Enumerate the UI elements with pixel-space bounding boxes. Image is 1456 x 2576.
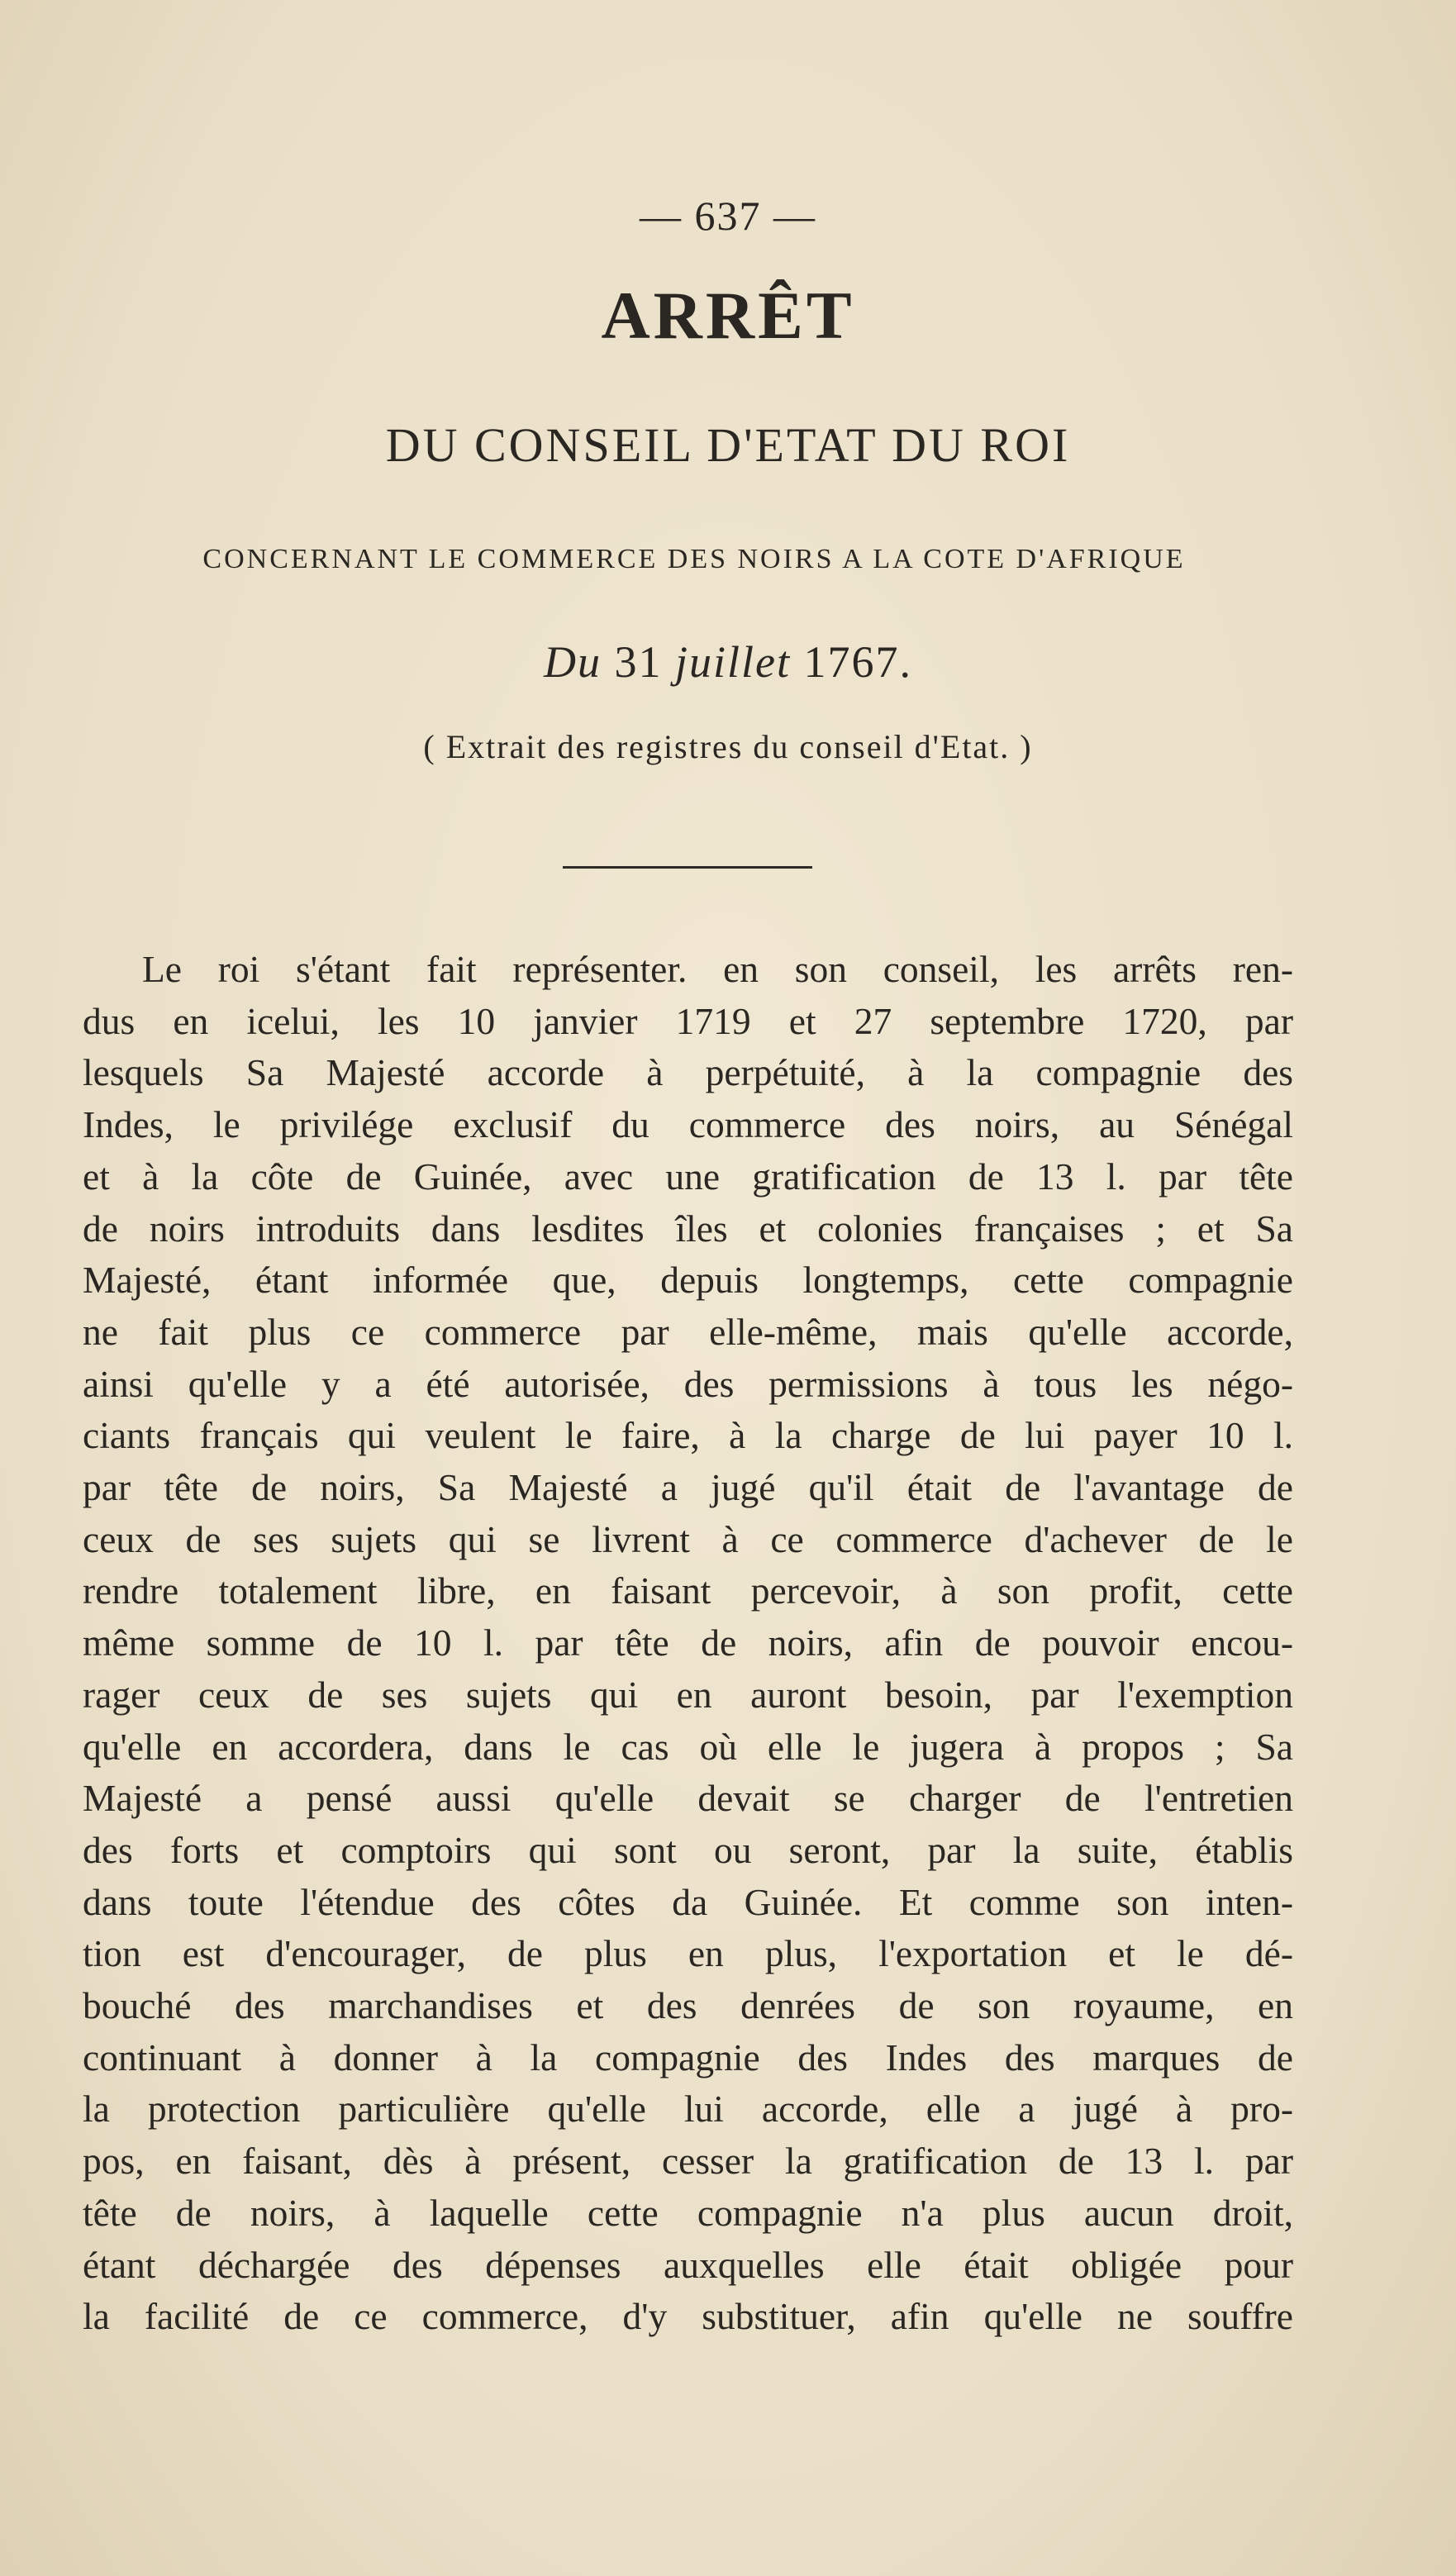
- date-month: juillet: [675, 637, 791, 687]
- body-line: continuant à donner à la compagnie des Indes des marques de: [83, 2036, 1293, 2078]
- body-text: [83, 944, 1293, 2343]
- separator-rule: [563, 866, 812, 869]
- body-line: ainsi qu'elle y a été autorisée, des permissions à tous les négo-: [83, 1362, 1293, 1405]
- body-line: bouché des marchandises et des denrées de son royaume, en: [83, 1984, 1293, 2027]
- document-subtitle: DU CONSEIL D'ETAT DU ROI: [385, 418, 1071, 472]
- body-line: lesquels Sa Majesté accorde à perpétuité, à la compagnie des: [83, 1051, 1293, 1094]
- body-line: Indes, le privilége exclusif du commerce des noirs, au Sénégal: [83, 1103, 1293, 1146]
- date-day: 31: [614, 637, 663, 687]
- document-title: ARRÊT: [601, 278, 855, 353]
- date-year: 1767.: [803, 637, 912, 687]
- extract-note: ( Extrait des registres du conseil d'Etat. ): [423, 728, 1033, 765]
- date-prefix: Du: [544, 637, 602, 687]
- body-line: même somme de 10 l. par tête de noirs, afin de pouvoir encou-: [83, 1621, 1293, 1664]
- body-line: la facilité de ce commerce, d'y substituer, afin qu'elle ne souffre: [83, 2295, 1293, 2338]
- body-line: Majesté, étant informée que, depuis longtemps, cette compagnie: [83, 1259, 1293, 1302]
- body-line: qu'elle en accordera, dans le cas où elle le jugera à propos ; Sa: [83, 1725, 1293, 1768]
- body-line: dans toute l'étendue des côtes da Guinée. Et comme son inten-: [83, 1880, 1293, 1923]
- body-line: étant déchargée des dépenses auxquelles elle était obligée pour: [83, 2243, 1293, 2286]
- body-line: de noirs introduits dans lesdites îles et colonies françaises ; et Sa: [83, 1207, 1293, 1250]
- body-line: ne fait plus ce commerce par elle-même, mais qu'elle accorde,: [83, 1310, 1293, 1353]
- page-number: — 637 —: [640, 193, 816, 239]
- body-line: Majesté a pensé aussi qu'elle devait se charger de l'entretien: [83, 1777, 1293, 1820]
- body-line: dus en icelui, les 10 janvier 1719 et 27 septembre 1720, par: [83, 999, 1293, 1042]
- body-line: la protection particulière qu'elle lui accorde, elle a jugé à pro-: [83, 2088, 1293, 2131]
- document-heading: CONCERNANT LE COMMERCE DES NOIRS A LA COTE D'AFRIQUE: [202, 544, 1186, 574]
- body-line: ciants français qui veulent le faire, à la charge de lui payer 10 l.: [83, 1414, 1293, 1457]
- body-line: rendre totalement libre, en faisant percevoir, à son profit, cette: [83, 1569, 1293, 1612]
- document-date: [0, 636, 1456, 688]
- body-line: tion est d'encourager, de plus en plus, l'exportation et le dé-: [83, 1932, 1293, 1975]
- body-line: ceux de ses sujets qui se livrent à ce commerce d'achever de le: [83, 1517, 1293, 1560]
- body-line: par tête de noirs, Sa Majesté a jugé qu'il était de l'avantage de: [83, 1466, 1293, 1509]
- body-line: Le roi s'étant fait représenter. en son conseil, les arrêts ren-: [142, 948, 1293, 990]
- body-line: tête de noirs, à laquelle cette compagnie n'a plus aucun droit,: [83, 2191, 1293, 2234]
- body-line: et à la côte de Guinée, avec une gratification de 13 l. par tête: [83, 1155, 1293, 1198]
- body-line: rager ceux de ses sujets qui en auront besoin, par l'exemption: [83, 1673, 1293, 1716]
- body-line: des forts et comptoirs qui sont ou seront, par la suite, établis: [83, 1828, 1293, 1871]
- body-line: pos, en faisant, dès à présent, cesser la gratification de 13 l. par: [83, 2140, 1293, 2183]
